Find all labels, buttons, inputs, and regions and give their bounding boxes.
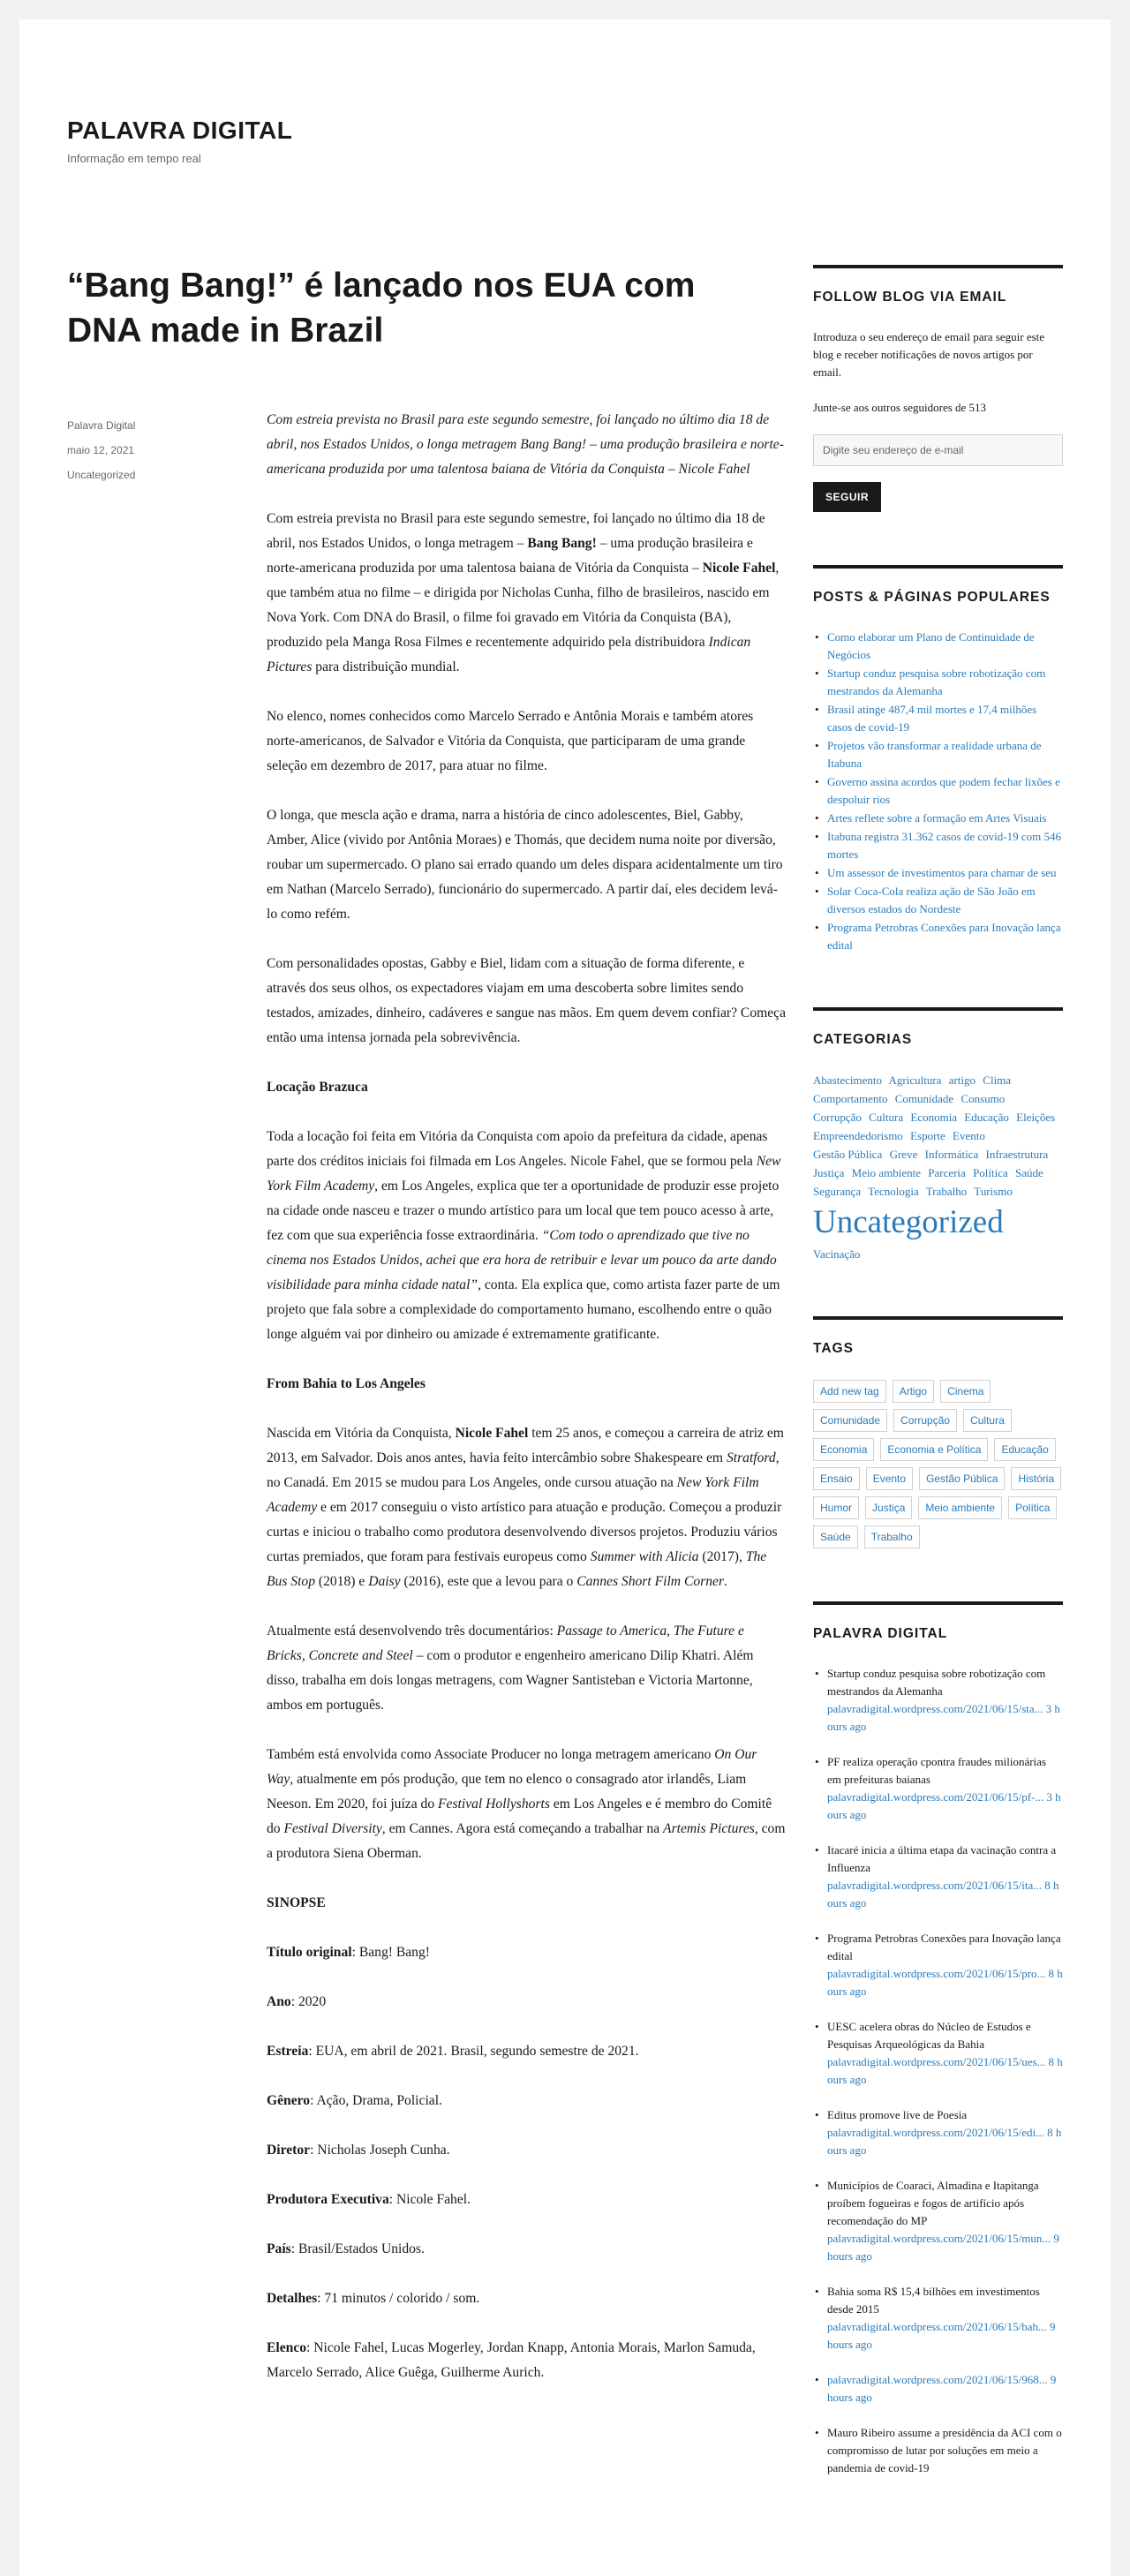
category-link[interactable]: Meio ambiente — [851, 1166, 921, 1179]
site-title[interactable]: PALAVRA DIGITAL — [67, 117, 293, 144]
post-date-link[interactable]: maio 12, 2021 — [67, 444, 135, 456]
synopsis-item: Gênero: Ação, Drama, Policial. — [267, 2093, 442, 2108]
tag-link[interactable]: Política — [1008, 1496, 1057, 1519]
category-link[interactable]: Informática — [924, 1148, 979, 1161]
popular-post-link[interactable]: Solar Coca-Cola realiza ação de São João em diversos estados do Nordeste — [827, 885, 1036, 915]
category-link[interactable]: Consumo — [960, 1092, 1006, 1105]
category-link[interactable]: Corrupção — [813, 1111, 862, 1124]
popular-post-link[interactable]: Projetos vão transformar a realidade urbana de Itabuna — [827, 739, 1042, 770]
paragraph: Também está envolvida como Associate Producer no longa metragem americano On Our Way, atualmente em pós produção, que tem no elenco o consagrado ator irlandês, Liam Neeson. Em 2020, foi juíza do Festival Hollyshorts em Los Angeles e é membro do Comitê do Festival Diversity, em Cannes. Agora está começando a trabalhar na Artemis Pictures, com a produtora Siena Oberman. — [267, 1747, 786, 1861]
category-link[interactable]: Esporte — [910, 1129, 945, 1142]
feed-item-link[interactable]: palavradigital.wordpress.com/2021/06/15/bah... 9 hours ago — [827, 2320, 1056, 2351]
category-link[interactable]: Comunidade — [894, 1092, 954, 1105]
synopsis-item: Diretor: Nicholas Joseph Cunha. — [267, 2143, 450, 2158]
list-item — [813, 864, 1063, 882]
list-item — [813, 2371, 1063, 2407]
list-item — [813, 883, 1063, 918]
post-body — [267, 408, 786, 2410]
tag-link[interactable]: Trabalho — [864, 1525, 920, 1548]
list-item — [813, 1842, 1063, 1912]
feed-item-title: • Bahia soma R$ 15,4 bilhões em investimentos desde 2015 — [827, 2285, 1040, 2316]
feed-item-title: • Editus promove live de Poesia — [827, 2108, 968, 2121]
category-link[interactable]: Comportamento — [813, 1092, 888, 1105]
popular-post-link[interactable]: Startup conduz pesquisa sobre robotização com mestrandos da Alemanha — [827, 667, 1046, 697]
tag-link[interactable]: Cultura — [963, 1409, 1012, 1432]
list-item — [813, 2177, 1063, 2265]
popular-posts-widget — [813, 565, 1063, 954]
list-item — [813, 665, 1063, 700]
list-item — [813, 1930, 1063, 2000]
category-cloud — [813, 1071, 1063, 1263]
list-item — [813, 1665, 1063, 1736]
list-item — [813, 773, 1063, 809]
synopsis-item: Título original: Bang! Bang! — [267, 1945, 430, 1960]
feed-item-title: • UESC acelera obras do Núcleo de Estudos e Pesquisas Arqueológicas da Bahia — [827, 2020, 1031, 2051]
synopsis-item: Ano: 2020 — [267, 1994, 327, 2009]
popular-posts-list — [813, 629, 1063, 954]
category-link[interactable]: Vacinação — [813, 1247, 861, 1261]
section-heading: From Bahia to Los Angeles — [267, 1376, 426, 1391]
post-intro: Com estreia prevista no Brasil para este segundo semestre, foi lançado no último dia 18 de abril, nos Estados Unidos, o longa metragem Bang Bang! – uma produção brasileira e norte-americana produzida por uma talentosa baiana de Vitória da Conquista – Nicole Fahel — [267, 412, 784, 477]
feed-item-link[interactable]: palavradigital.wordpress.com/2021/06/15/sta... 3 hours ago — [827, 1702, 1060, 1733]
feed-item-title: • Itacaré inicia a última etapa da vacinação contra a Influenza — [827, 1843, 1057, 1874]
section-heading: SINOPSE — [267, 1895, 326, 1910]
widget-title: CATEGORIAS — [813, 1032, 913, 1047]
list-item — [813, 2283, 1063, 2354]
list-item — [813, 701, 1063, 736]
post-meta — [67, 413, 164, 487]
feed-item-title: • Startup conduz pesquisa sobre robotização com mestrandos da Alemanha — [827, 1667, 1046, 1698]
category-link[interactable]: Greve — [889, 1148, 918, 1161]
list-item — [813, 828, 1063, 863]
list-item — [813, 2424, 1063, 2477]
category-link[interactable]: Clima — [983, 1073, 1012, 1087]
category-link[interactable]: Segurança — [813, 1185, 862, 1198]
feed-item-link[interactable]: palavradigital.wordpress.com/2021/06/15/968... 9 hours ago — [827, 2373, 1057, 2404]
popular-post-link[interactable]: Artes reflete sobre a formação em Artes Visuais — [827, 811, 1047, 825]
paragraph: Com personalidades opostas, Gabby e Biel, lidam com a situação de forma diferente, e através dos seus olhos, os expectadores viajam em uma descoberta sobre limites sendo testados, amizades, dinheiro, cadáveres e sangue nas mãos. Em quem devem confiar? Começa então uma intensa jornada pela sobrevivência. — [267, 956, 787, 1045]
category-link[interactable]: Economia — [910, 1111, 958, 1124]
feed-list — [813, 1665, 1063, 2477]
category-link[interactable]: Tecnologia — [868, 1185, 919, 1198]
tag-link[interactable]: Meio ambiente — [918, 1496, 1002, 1519]
category-link[interactable]: Infraestrutura — [985, 1148, 1049, 1161]
tag-link[interactable]: Economia e Política — [880, 1438, 988, 1461]
popular-post-link[interactable]: Como elaborar um Plano de Continuidade de Negócios — [827, 630, 1035, 661]
list-item — [813, 629, 1063, 664]
paragraph: Nascida em Vitória da Conquista, Nicole Fahel tem 25 anos, e começou a carreira de atriz em 2013, em Salvador. Dois anos antes, havia feito intercâmbio sobre Shakespeare em Stratford, no Canadá. Em 2015 se mudou para Los Angeles, onde cursou atuação na New York Film Academy e em 2017 conseguiu o visto artístico para atuação e produção. Começou a produzir curtas e iniciou o trabalho como produtora desenvolvendo diversos projetos. Produziu vários curtas premiados, que foram para festivais europeus como Summer with Alicia (2017), The Bus Stop (2018) e Daisy (2016), este que a levou para o Cannes Short Film Corner. — [267, 1426, 784, 1589]
main-content — [67, 263, 787, 2380]
rss-feed-widget — [813, 1601, 1063, 2477]
list-item — [813, 810, 1063, 827]
feed-item-title: • Programa Petrobras Conexões para Inovação lança edital — [827, 1932, 1061, 1962]
category-link[interactable]: Cultura — [869, 1111, 904, 1124]
category-link-uncategorized[interactable]: Uncategorized — [813, 1204, 1004, 1240]
category-link[interactable]: Parceria — [928, 1166, 966, 1179]
synopsis-item: Produtora Executiva: Nicole Fahel. — [267, 2192, 471, 2207]
follow-description: Introduza o seu endereço de email para seguir este blog e receber notificações de novos artigos por email. — [813, 330, 1045, 379]
widget-title: FOLLOW BLOG VIA EMAIL — [813, 290, 1007, 305]
feed-item-title: • Municípios de Coaraci, Almadina e Itapitanga proíbem fogueiras e fogos de artifício após recomendação do MP — [827, 2179, 1039, 2227]
tag-link[interactable]: Educação — [994, 1438, 1055, 1461]
tags-widget — [813, 1316, 1063, 1548]
paragraph: Com estreia prevista no Brasil para este segundo semestre, foi lançado no último dia 18 de abril, nos Estados Unidos, o longa metragem – Bang Bang! – uma produção brasileira e norte-americana produzida por uma talentosa baiana de Vitória da Conquista – Nicole Fahel, que também atua no filme – e dirigida por Nicholas Cunha, filho de brasileiros, nascido em Nova York. Com DNA do Brasil, o filme foi gravado em Vitória da Conquista (BA), produzido pela Manga Rosa Filmes e recentemente adquirido pela distribuidora Indican Pictures para distribuição mundial. — [267, 511, 780, 674]
category-link[interactable]: artigo — [948, 1073, 976, 1087]
feed-item-link[interactable]: palavradigital.wordpress.com/2021/06/15/pro... 8 hours ago — [827, 1967, 1063, 1998]
category-link[interactable]: Empreendedorismo — [813, 1129, 903, 1142]
sidebar — [813, 265, 1063, 2530]
paragraph: Atualmente está desenvolvendo três documentários: Passage to America, The Future e Bricks, Concrete and Steel – com o produtor e engenheiro americano Dilip Khatri. Além disso, trabalha em dois longas metragens, com Wagner Santisteban e Victoria Martonne, ambos em português. — [267, 1623, 754, 1713]
site-description: Informação em tempo real — [67, 152, 201, 165]
category-link[interactable]: Abastecimento — [813, 1073, 882, 1087]
paragraph: No elenco, nomes conhecidos como Marcelo Serrado e Antônia Morais e também atores norte-americanos, de Salvador e Vitória da Conquista, que participaram de uma grande seleção em dezembro de 2017, para atuar no filme. — [267, 709, 754, 773]
site-header — [67, 117, 292, 165]
synopsis-item: Elenco: Nicole Fahel, Lucas Mogerley, Jordan Knapp, Antonia Morais, Marlon Samuda, Marcelo Serrado, Alice Guêga, Guilherme Aurich. — [267, 2340, 756, 2380]
popular-post-link[interactable]: Itabuna registra 31.362 casos de covid-19 com 546 mortes — [827, 830, 1061, 861]
widget-title: PALAVRA DIGITAL — [813, 1626, 948, 1641]
category-link[interactable]: Gestão Pública — [813, 1148, 883, 1161]
post-title: “Bang Bang!” é lançado nos EUA com DNA made in Brazil — [67, 267, 696, 350]
synopsis-item: Estreia: EUA, em abril de 2021. Brasil, segundo semestre de 2021. — [267, 2044, 639, 2059]
category-link[interactable]: Justiça — [813, 1166, 845, 1179]
category-link[interactable]: Educação — [964, 1111, 1009, 1124]
tag-link[interactable]: Corrupção — [893, 1409, 957, 1432]
category-link[interactable]: Turismo — [974, 1185, 1013, 1198]
category-link[interactable]: Evento — [953, 1129, 985, 1142]
categories-widget — [813, 1007, 1063, 1263]
email-input[interactable] — [813, 434, 1063, 466]
tag-link[interactable]: Artigo — [893, 1380, 934, 1403]
synopsis-item: Detalhes: 71 minutos / colorido / som. — [267, 2291, 480, 2306]
widget-title: POSTS & PÁGINAS POPULARES — [813, 590, 1051, 605]
feed-item-title: • PF realiza operação cpontra fraudes milionárias em prefeituras baianas — [827, 1755, 1046, 1786]
tag-link[interactable]: Evento — [866, 1467, 913, 1490]
feed-item-link[interactable]: palavradigital.wordpress.com/2021/06/15/edi... 8 hours ago — [827, 2126, 1062, 2157]
category-link[interactable]: Eleições — [1016, 1111, 1056, 1124]
category-link[interactable]: Trabalho — [925, 1185, 968, 1198]
feed-item-title: • Mauro Ribeiro assume a presidência da ACI com o compromisso de lutar por soluções em meio a pandemia de covid-19 — [827, 2426, 1062, 2474]
list-item — [813, 1753, 1063, 1824]
feed-item-link[interactable]: palavradigital.wordpress.com/2021/06/15/mun... 9 hours ago — [827, 2232, 1059, 2263]
section-heading: Locação Brazuca — [267, 1080, 368, 1095]
tag-link[interactable]: História — [1011, 1467, 1061, 1490]
paragraph: O longa, que mescla ação e drama, narra a história de cinco adolescentes, Biel, Gabby, Amber, Alice (vivido por Antônia Moraes) e Thomás, que decidem numa noite por diversão, roubar um supermercado. O plano sai errado quando um deles dispara acidentalmente um tiro em Nathan (Marcelo Serrado), funcionário do supermercado. A partir daí, eles decidem levá-lo como refém. — [267, 808, 783, 922]
tag-link[interactable]: Add new tag — [813, 1380, 886, 1403]
synopsis-item: País: Brasil/Estados Unidos. — [267, 2241, 425, 2256]
post-category-link[interactable]: Uncategorized — [67, 469, 136, 481]
popular-post-link[interactable]: Brasil atinge 487,4 mil mortes e 17,4 milhões casos de covid-19 — [827, 703, 1037, 734]
tag-link[interactable]: Humor — [813, 1496, 859, 1519]
feed-item-link[interactable]: palavradigital.wordpress.com/2021/06/15/ita... 8 hours ago — [827, 1879, 1059, 1909]
feed-item-link[interactable]: palavradigital.wordpress.com/2021/06/15/pf-... 3 hours ago — [827, 1790, 1061, 1821]
tag-link[interactable]: Ensaio — [813, 1467, 860, 1490]
tag-link[interactable]: Saúde — [813, 1525, 858, 1548]
paragraph: Toda a locação foi feita em Vitória da Conquista com apoio da prefeitura da cidade, apenas parte dos créditos iniciais foi filmada em Los Angeles. Nicole Fahel, que se formou pela New York Film Academy, em Los Angeles, explica que ter a oportunidade de produzir esse projeto na cidade onde nasceu e trazer o mundo artístico para um local que tem pouco acesso à arte, fez com que sua experiência fosse extraordinária. “Com todo o aprendizado que tive no cinema nos Estados Unidos, achei que era hora de retribuir e levar um pouco da arte dando visibilidade para minha cidade natal”, conta. Ela explica que, como artista fazer parte de um projeto que fala sobre a complexidade do comportamento humano, escolhendo entre o quão longe alguém vai por dinheiro ou amizade é extremamente gratificante. — [267, 1129, 781, 1342]
popular-post-link[interactable]: Programa Petrobras Conexões para Inovação lança edital — [827, 921, 1061, 952]
feed-item-link[interactable]: palavradigital.wordpress.com/2021/06/15/ues... 8 hours ago — [827, 2055, 1063, 2086]
email-placeholder: Digite seu endereço de e-mail — [823, 444, 964, 456]
category-link[interactable]: Agricultura — [888, 1073, 942, 1087]
tag-cloud — [813, 1380, 1063, 1548]
list-item — [813, 2018, 1063, 2089]
page-container — [19, 19, 1111, 2576]
tag-link[interactable]: Cinema — [940, 1380, 991, 1403]
widget-title: TAGS — [813, 1341, 854, 1356]
follow-button[interactable]: SEGUIR — [813, 482, 881, 512]
popular-post-link[interactable]: Um assessor de investimentos para chamar de seu — [827, 866, 1057, 879]
post-author-link[interactable]: Palavra Digital — [67, 419, 136, 432]
tag-link[interactable]: Comunidade — [813, 1409, 887, 1432]
tag-link[interactable]: Economia — [813, 1438, 874, 1461]
tag-link[interactable]: Justiça — [865, 1496, 912, 1519]
popular-post-link[interactable]: Governo assina acordos que podem fechar lixões e despoluir rios — [827, 775, 1060, 806]
tag-link[interactable]: Gestão Pública — [919, 1467, 1005, 1490]
follow-blog-widget — [813, 265, 1063, 512]
list-item — [813, 2106, 1063, 2159]
follower-count: Junte-se aos outros seguidores de 513 — [813, 401, 987, 414]
list-item — [813, 737, 1063, 772]
category-link[interactable]: Política — [973, 1166, 1008, 1179]
list-item — [813, 919, 1063, 954]
category-link[interactable]: Saúde — [1015, 1166, 1043, 1179]
